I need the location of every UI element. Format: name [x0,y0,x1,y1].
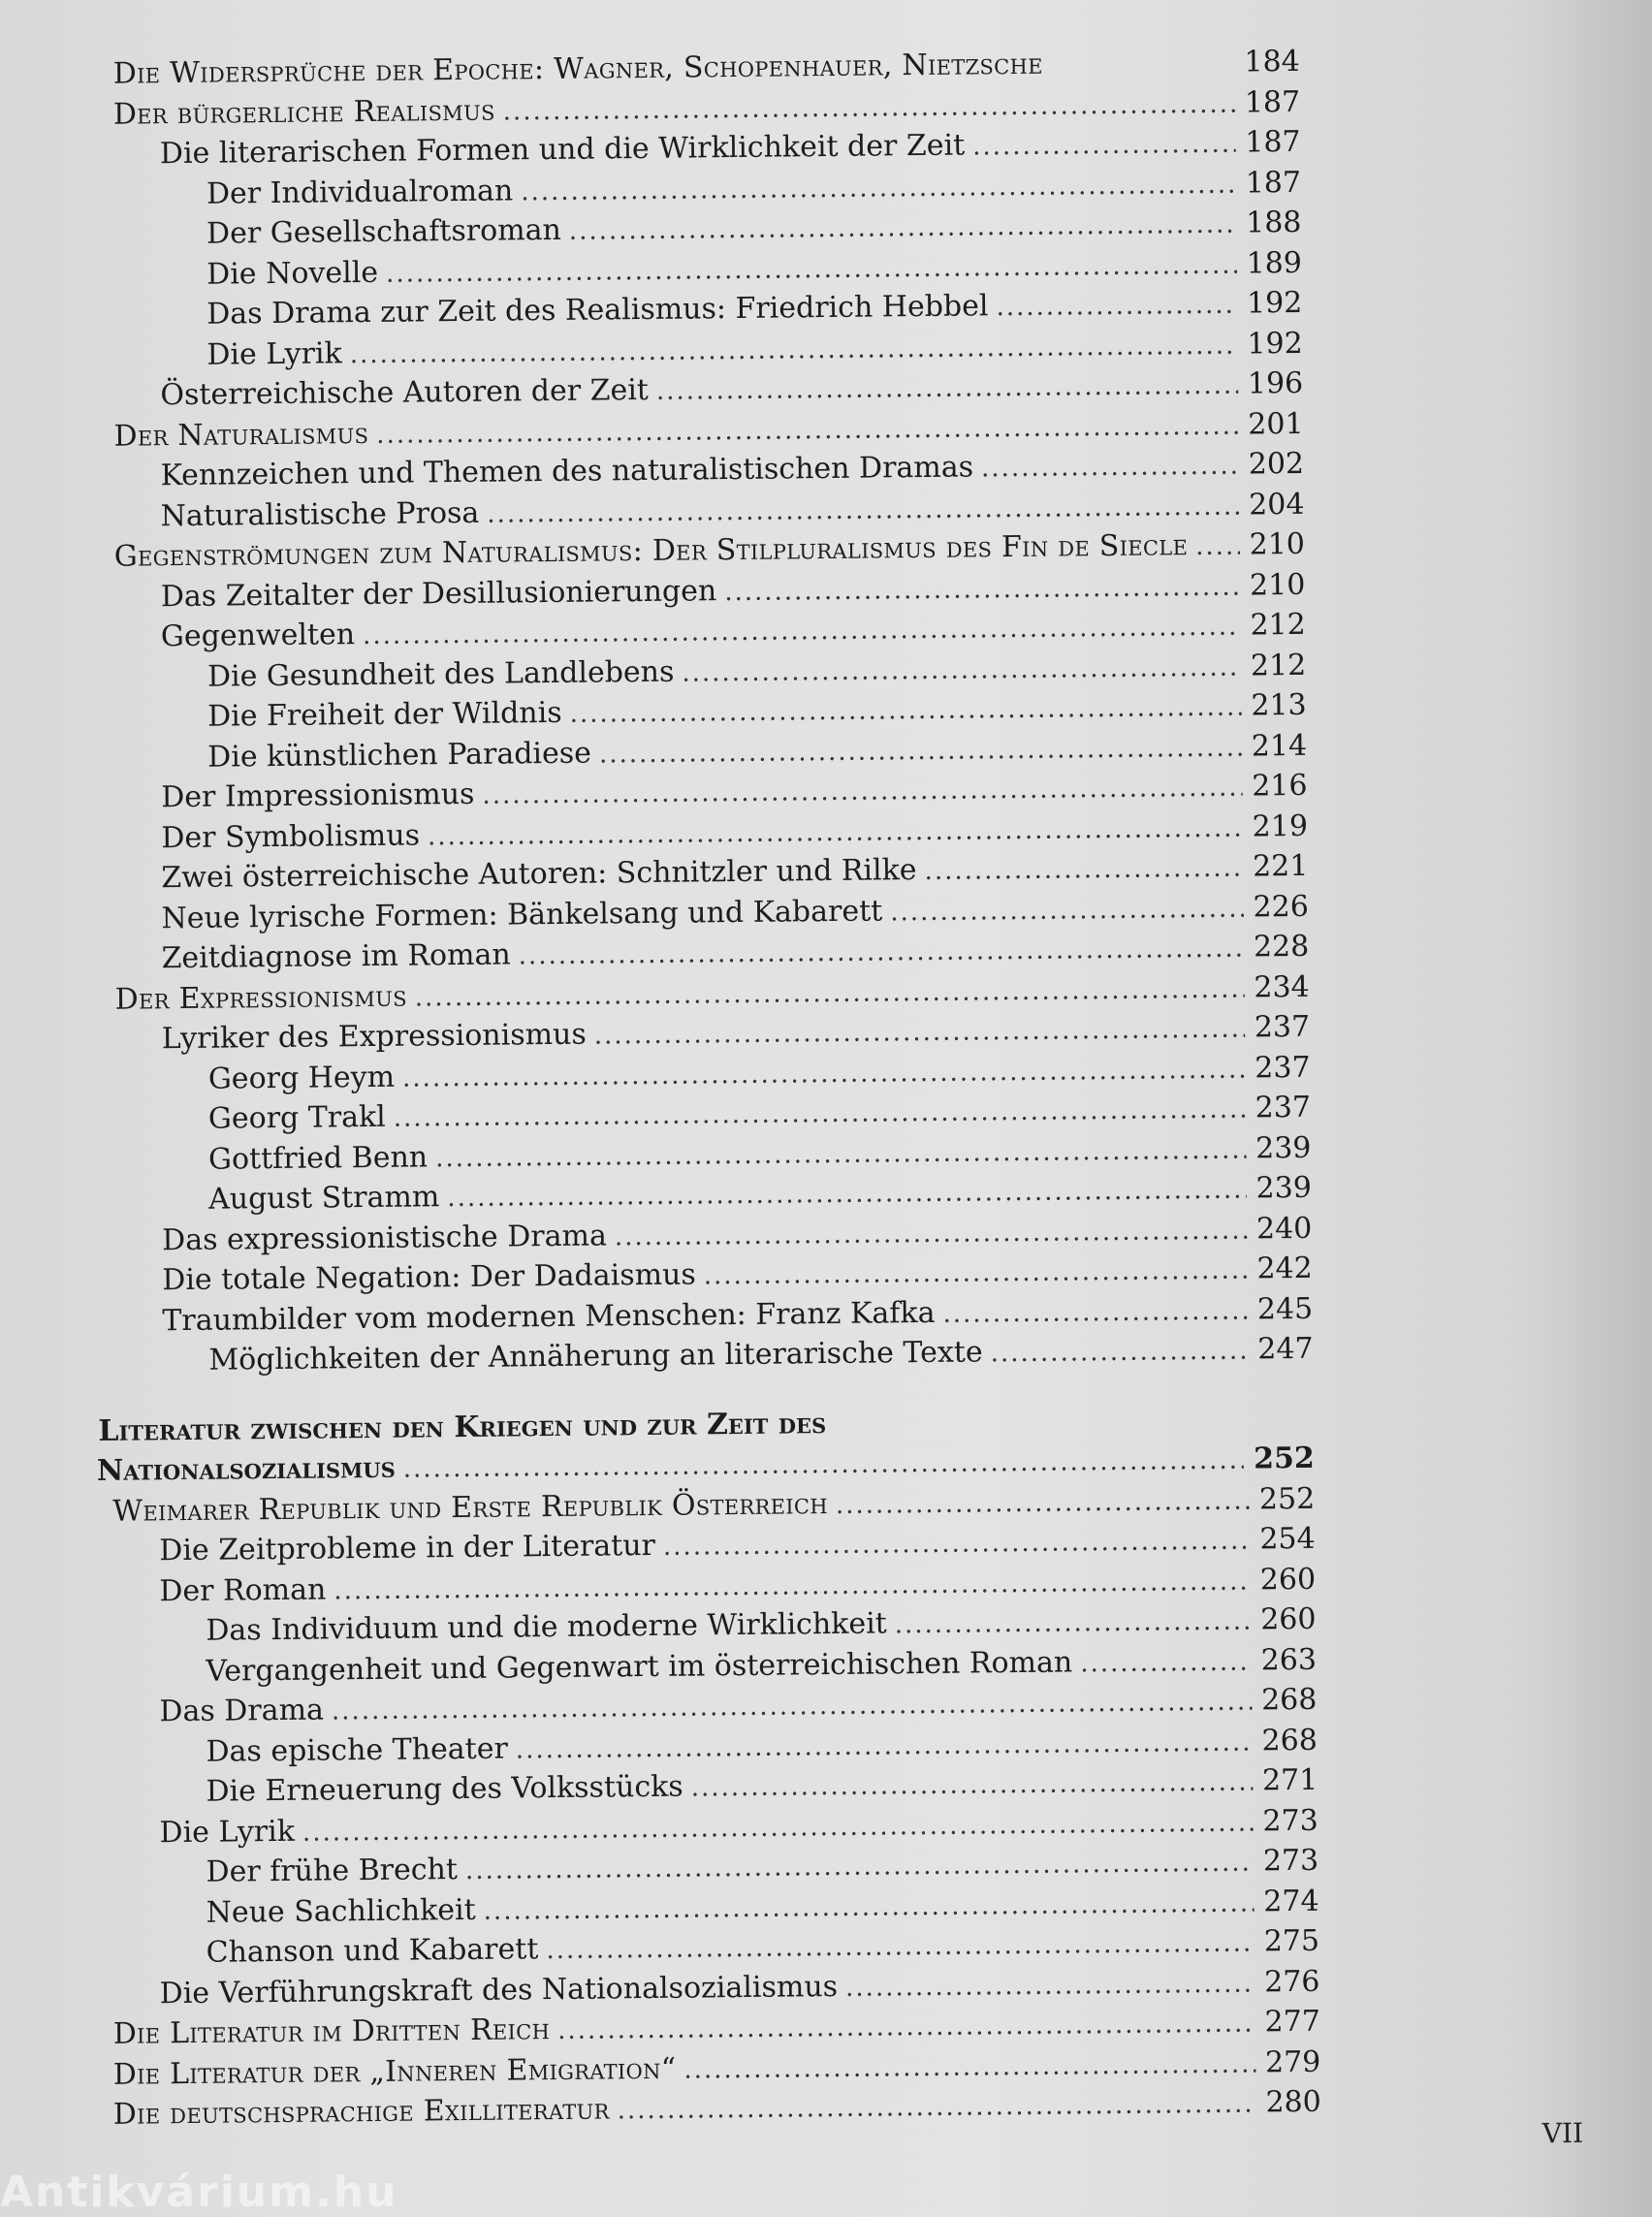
toc-entry-title: Neue Sachlichkeit [206,1892,476,1930]
toc-entry-title: Das expressionistische Drama [162,1218,608,1257]
toc-entry-page: 210 [1249,526,1306,562]
dot-leader [942,1291,1248,1335]
toc-entry-title: Die Zeitprobleme in der Literatur [159,1528,656,1568]
dot-leader [1080,1642,1252,1684]
toc-entry-title: Das Individuum und die moderne Wirklichkeit [206,1606,887,1648]
toc-entry-title: Der Symbolismus [161,817,421,855]
toc-entry-title: Die deutschsprachige Exilliteratur [112,2092,610,2132]
toc-entry-page: 252 [1253,1441,1315,1476]
toc-entry-title: Das Drama zur Zeit des Realismus: Friedrich Hebbel [206,289,989,332]
toc-entry-page: 202 [1248,446,1305,482]
toc-entry-title: Die Gesundheit des Landlebens [206,654,675,694]
dot-leader [990,1332,1248,1375]
dot-leader [836,1481,1251,1526]
toc-entry-page: 242 [1256,1251,1313,1286]
toc-entry-page: 273 [1262,1803,1318,1838]
toc-entry-page: 240 [1255,1211,1313,1246]
toc-entry-page: 188 [1245,205,1302,240]
toc-entry-title: Der Roman [159,1571,327,1608]
toc-entry-title: Gottfried Benn [207,1139,429,1177]
toc-entry-title: Die totale Negation: Der Dadaismus [162,1257,696,1298]
toc-entry-title: Der Gesellschaftsroman [206,212,562,251]
toc-entry-page: 245 [1256,1291,1314,1326]
dot-leader [890,889,1244,933]
toc-entry-title: Die Lyrik [159,1814,296,1850]
toc-entry-title: Lyriker des Expressionismus [161,1017,587,1057]
toc-entry-page: 189 [1246,245,1303,280]
toc-entry-page: 187 [1244,84,1301,119]
toc-entry-page: 187 [1245,124,1301,160]
toc-entry-page: 268 [1260,1682,1318,1718]
toc-entry-page: 196 [1247,365,1304,401]
dot-leader [617,2084,1255,2131]
toc-entry-page: 254 [1259,1521,1316,1557]
toc-entry-title: Gegenwelten [160,618,356,654]
toc-entry-page: 260 [1260,1601,1317,1637]
dot-leader [1195,527,1240,568]
toc-entry-page: 271 [1261,1762,1318,1798]
toc-entry-page: 239 [1255,1170,1313,1206]
toc-entry-title: Die Freiheit der Wildnis [206,695,562,734]
toc-entry-title: Kennzeichen und Themen des naturalistischen Dramas [160,450,974,493]
toc-entry-title: Die Literatur der „Inneren Emigration“ [112,2051,677,2092]
toc-entry-title: Die künstlichen Paradiese [207,736,592,775]
toc-entry-title: Das epische Theater [206,1731,509,1769]
toc-entry-page: 184 [1244,44,1300,79]
toc-entry-title: August Stramm [207,1180,440,1217]
toc-entry-page: 219 [1252,808,1309,843]
toc-entry-page: 201 [1248,406,1304,441]
toc-entry-page: 210 [1249,567,1306,602]
dot-leader [981,447,1239,490]
toc-entry-page: 237 [1255,1050,1311,1085]
toc-entry-page: 237 [1255,1090,1312,1125]
toc-entry-page: 252 [1258,1481,1316,1516]
toc-entry-page: 226 [1253,889,1309,924]
toc-entry-page: 204 [1249,487,1305,522]
toc-entry-page: 192 [1246,285,1303,321]
toc-entry-title: Möglichkeiten der Annäherung an literarische Texte [208,1335,983,1378]
toc-entry-title: Nationalsozialismus [96,1450,396,1488]
toc-entry-title: Der bürgerliche Realismus [112,93,495,132]
toc-entry-title: Österreichische Autoren der Zeit [160,372,650,413]
toc-entry-title: Der Naturalismus [113,416,369,454]
toc-entry-page: 260 [1259,1562,1317,1597]
toc-entry-title: Die literarischen Formen und die Wirklichkeit der Zeit [159,128,966,172]
toc-entry-page: 273 [1262,1843,1319,1879]
toc-entry-page: 212 [1250,648,1307,682]
toc-entry-page: 247 [1257,1331,1314,1367]
toc-entry-page: 212 [1250,607,1306,643]
toc-entry-page: 228 [1253,929,1310,965]
toc-entry-title: Die Novelle [206,255,379,292]
toc-entry-title: Traumbilder vom modernen Menschen: Franz Kafka [162,1295,936,1338]
toc-entry-page: 280 [1265,2084,1321,2120]
toc-entry-title: Die Verführungskraft des Nationalsozialismus [159,1969,839,2011]
table-of-contents [1,38,1652,2136]
toc-entry-page: 239 [1255,1130,1312,1165]
toc-entry-title: Neue lyrische Formen: Bänkelsang und Kabarett [161,893,883,935]
toc-entry-title: Das Zeitalter der Desillusionierungen [160,573,717,614]
dot-leader [895,1602,1252,1646]
toc-entry-page: 276 [1263,1964,1320,1999]
toc-entry-title: Die Widersprüche der Epoche: Wagner, Schopenhauer, Nietzsche [112,47,1043,91]
toc-entry-page: 214 [1251,728,1308,763]
toc-entry-page: 279 [1264,2044,1321,2079]
toc-entry-title: Naturalistische Prosa [160,495,480,533]
part-title: Literatur zwischen den Kriegen und zur Zeit des [98,1406,827,1448]
toc-entry-page: 268 [1261,1723,1318,1758]
toc-entry-title: Gegenströmungen zum Naturalismus: Der Stilpluralismus des Fin de Siecle [113,528,1189,574]
toc-entry-title: Der Impressionismus [161,776,475,815]
toc-entry-title: Die Erneuerung des Volksstücks [206,1769,683,1809]
toc-entry-title: Der Individualroman [206,173,514,211]
toc-entry-title: Die Literatur im Dritten Reich [112,2012,551,2051]
toc-entry-title: Weimarer Republik und Erste Republik Österreich [112,1486,829,1529]
toc-entry-page: 263 [1260,1642,1318,1677]
toc-entry-page: 187 [1245,165,1302,200]
toc-entry-title: Georg Heym [207,1060,396,1096]
toc-entry-title: Der Expressionismus [114,979,407,1017]
toc-entry-page: 221 [1252,848,1309,884]
page-folio: VII [1541,2116,1584,2150]
toc-entry-title: Das Drama [159,1693,325,1729]
toc-entry-title: Vergangenheit und Gegenwart im österreichischen Roman [206,1644,1073,1689]
toc-entry-title: Zeitdiagnose im Roman [161,937,511,976]
toc-entry-title: Der frühe Brecht [206,1853,459,1889]
toc-entry-title: Georg Trakl [207,1099,386,1136]
toc-entry-title: Chanson und Kabarett [206,1932,539,1970]
toc-entry-page: 275 [1263,1923,1320,1959]
toc-entry-page: 213 [1251,687,1307,723]
toc-entry-page: 234 [1254,969,1310,1004]
dot-leader [845,1964,1255,2009]
dot-leader [996,286,1237,329]
dot-leader [924,849,1243,893]
toc-entry-page: 216 [1252,768,1308,804]
toc-entry-page: 192 [1247,326,1303,361]
toc-entry-title: Zwei österreichische Autoren: Schnitzler und Rilke [161,853,917,896]
toc-entry-title: Die Lyrik [206,335,342,372]
dot-leader [972,125,1236,168]
watermark: Antikvárium.hu [0,2168,398,2217]
toc-entry-page: 237 [1254,1009,1311,1045]
toc-entry-page: 274 [1263,1884,1319,1918]
toc-entry-page: 277 [1264,2004,1321,2040]
